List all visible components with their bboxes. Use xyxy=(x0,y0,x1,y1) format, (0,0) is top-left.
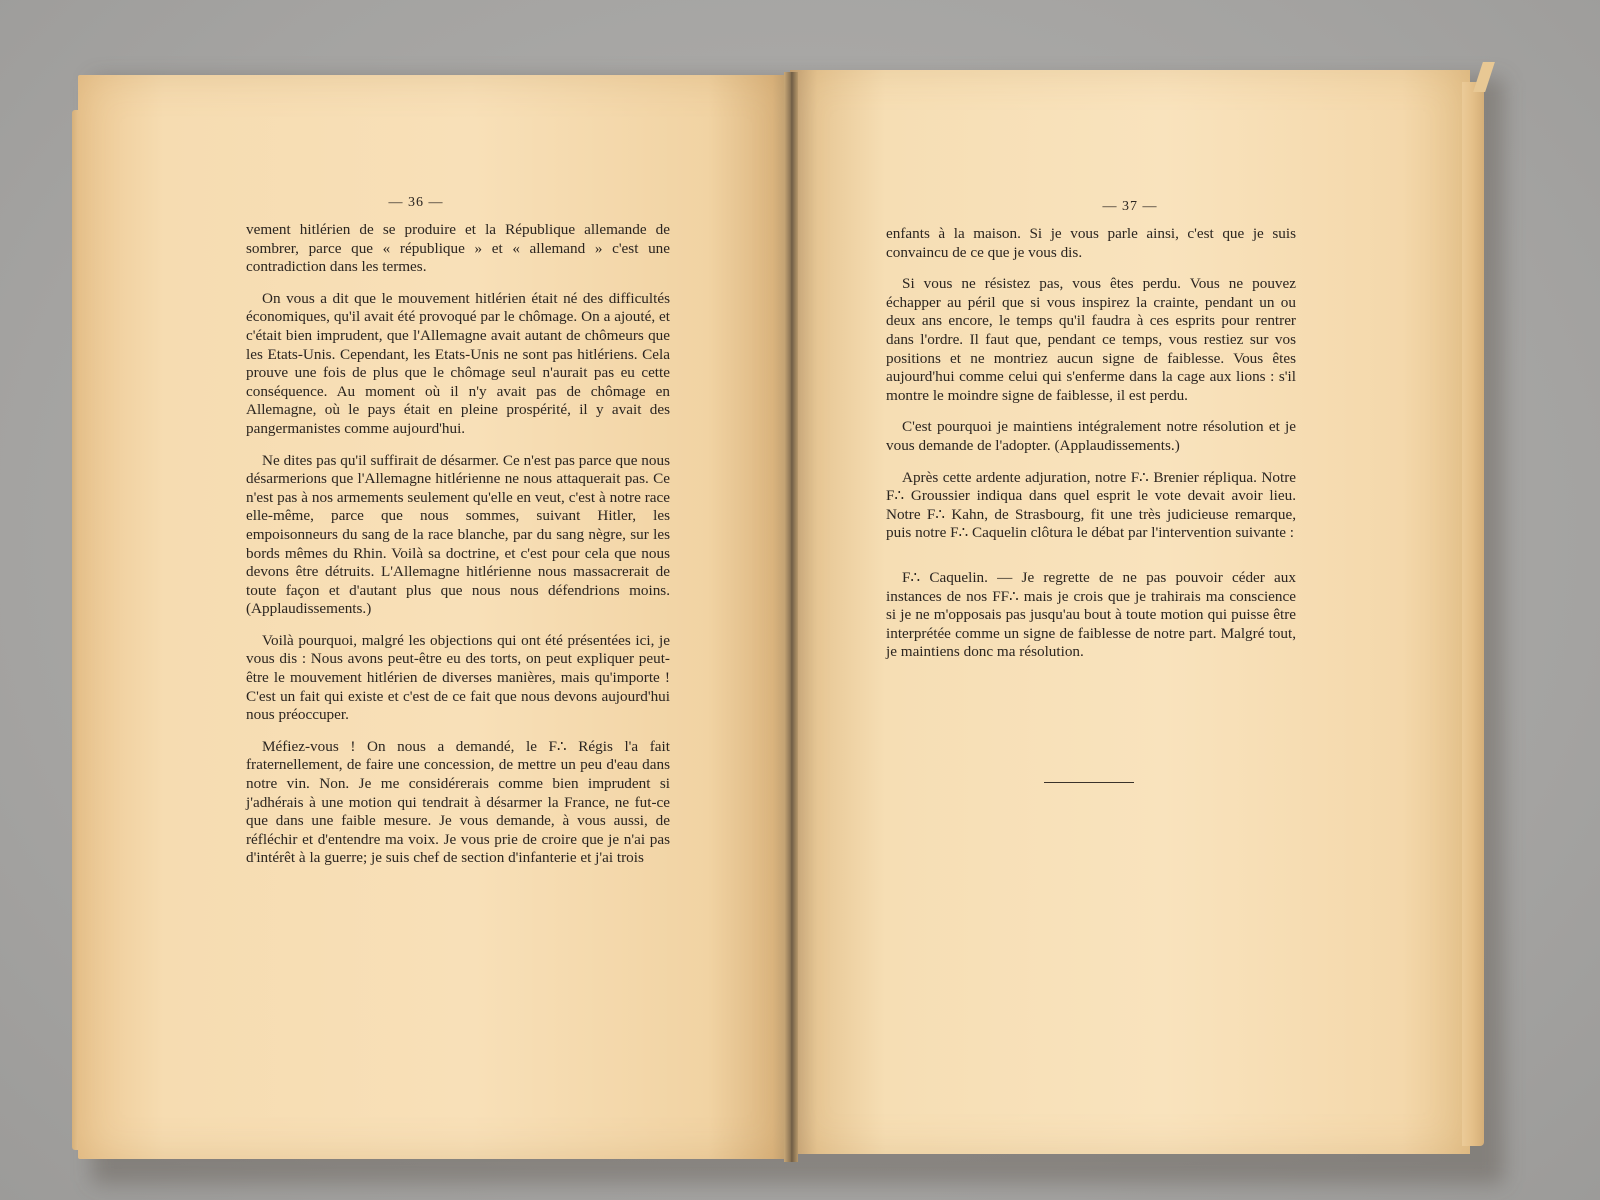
paragraph: C'est pourquoi je maintiens intégralement notre résolution et je vous demande de l'adopter. (Applaudissements.) xyxy=(886,418,1296,454)
page-number-right: — 37 — xyxy=(1102,199,1158,214)
paragraph: Méfiez-vous ! On nous a demandé, le F∴ Régis l'a fait fraternellement, de faire une concession, de mettre un peu d'eau dans notre vin. Non. Je me considérerais comme bien imprudent si j'adhérais à une motion qui tendrait à désarmer la France, ne fut-ce que dans une faible mesure. Je vous demande, à vous aussi, de réfléchir et d'entendre ma voix. Je vous prie de croire que je n'ai pas d'intérêt à la guerre; je suis chef de section d'infanterie et j'ai trois xyxy=(246,737,670,867)
right-page-edge xyxy=(1462,82,1484,1146)
paragraph: F∴ Caquelin. — Je regrette de ne pas pouvoir céder aux instances de nos FF∴ mais je crois que je trahirais ma conscience si je ne m'opposais pas jusqu'au bout à toute motion qui puisse être interprétée comme un signe de faiblesse de notre part. Malgré tout, je maintiens donc ma résolution. xyxy=(886,568,1296,661)
right-page-body xyxy=(886,225,1296,675)
paragraph: Si vous ne résistez pas, vous êtes perdu. Vous ne pouvez échapper au péril que si vous inspirez la crainte, pendant un ou deux ans encore, le temps qu'il faudra à ces esprits pour rentrer dans l'ordre. Il faut que, pendant ce temps, vous restiez sur vos positions et ne montriez aucun signe de faiblesse. Vous êtes aujourd'hui comme celui qui s'enferme dans la cage aux lions : s'il montre le moindre signe de faiblesse, il est perdu. xyxy=(886,275,1296,404)
page-number-left: — 36 — xyxy=(388,195,444,210)
paragraph: Après cette ardente adjuration, notre F∴ Brenier répliqua. Notre F∴ Groussier indiqua dans quel esprit le vote devait avoir lieu. Notre F∴ Kahn, de Strasbourg, fit une très judicieuse remarque, puis notre F∴ Caquelin clôtura le débat par l'intervention suivante : xyxy=(886,468,1296,542)
paragraph: enfants à la maison. Si je vous parle ainsi, c'est que je suis convaincu de ce que je vous dis. xyxy=(886,225,1296,261)
paragraph: On vous a dit que le mouvement hitlérien était né des difficultés économiques, qu'il avait été provoqué par le chômage. On a ajouté, et c'était bien imprudent, que l'Allemagne avait autant de chômeurs que les Etats-Unis. Cependant, les Etats-Unis ne sont pas hitlériens. Cela prouve une fois de plus que le chômage seul n'aurait pas eu cette conséquence. Au moment où il n'y avait pas de chômage en Allemagne, où le pays était en pleine prospérité, il y avait des pangermanistes comme aujourd'hui. xyxy=(246,289,670,437)
section-end-rule xyxy=(1044,782,1134,783)
left-page xyxy=(78,75,794,1159)
paragraph: Ne dites pas qu'il suffirait de désarmer. Ce n'est pas parce que nous désarmerions que l'Allemagne hitlérienne ne nous attaquerait pas. Ce n'est pas à nos armements seulement qu'elle en veut, c'est à notre race elle-même, parce que nous sommes, suivant Hitler, les empoisonneurs du sang de la race blanche, par du sang nègre, sur les bords mêmes du Rhin. Voilà sa doctrine, et c'est pour cela que nous devons être détruits. L'Allemagne hitlérienne nous massacrerait de toute façon et d'autant plus que nous nous défendrions moins. (Applaudissements.) xyxy=(246,451,670,618)
right-page xyxy=(790,70,1470,1154)
booklet-gutter xyxy=(784,72,798,1162)
left-page-body xyxy=(246,221,670,881)
paragraph: Voilà pourquoi, malgré les objections qui ont été présentées ici, je vous dis : Nous avons peut-être eu des torts, on peut expliquer peut-être le mouvement hitlérien de diverses manières, mais qu'importe ! C'est un fait qui existe et c'est de ce fait que nous devons aujourd'hui nous préoccuper. xyxy=(246,631,670,724)
paragraph: vement hitlérien de se produire et la République allemande de sombrer, parce que « république » et « allemand » c'est une contradiction dans les termes. xyxy=(246,221,670,276)
